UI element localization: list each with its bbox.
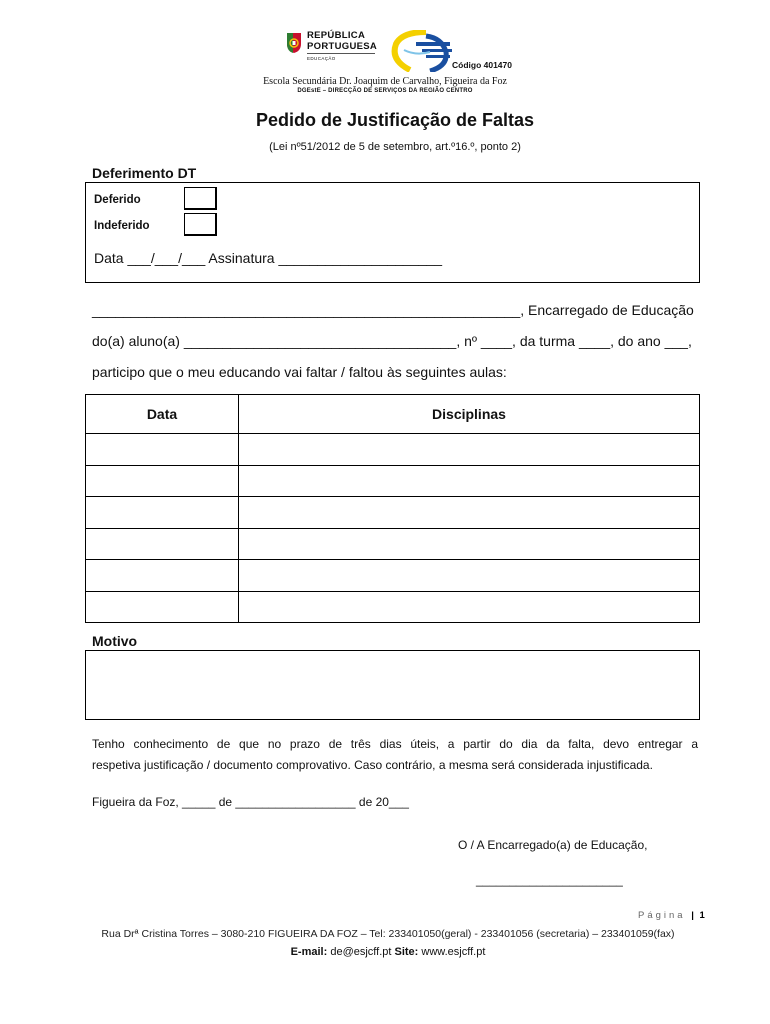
page-number <box>638 910 705 921</box>
data-cell[interactable] <box>86 434 239 466</box>
aluno-line[interactable]: do(a) aluno(a) ___________________________________, nº ____, da turma ____, do ano ___, <box>92 333 692 349</box>
disciplina-cell[interactable] <box>239 465 700 497</box>
disciplina-cell[interactable] <box>239 528 700 560</box>
conhecimento-line2: respetiva justificação / documento comprovativo. Caso contrário, a mesma será considerada injustificada. <box>92 758 653 772</box>
school-logo-icon <box>386 30 454 72</box>
email-label: E-mail: <box>290 946 328 958</box>
pagina-sep: | <box>691 910 694 921</box>
site-label: Site: <box>394 946 419 958</box>
table-row <box>86 434 700 466</box>
indeferido-label: Indeferido <box>94 220 150 232</box>
data-cell[interactable] <box>86 497 239 529</box>
page-subtitle: (Lei nº51/2012 de 5 de setembro, art.º16.º, ponto 2) <box>269 141 521 153</box>
motivo-heading: Motivo <box>92 633 138 649</box>
portuguesa-text: PORTUGUESA <box>307 41 378 52</box>
data-cell[interactable] <box>86 591 239 623</box>
aulas-table <box>85 394 700 623</box>
assinatura-label: O / A Encarregado(a) de Educação, <box>458 838 648 852</box>
republica-portuguesa-logo <box>286 30 378 64</box>
disciplina-cell[interactable] <box>239 591 700 623</box>
pagina-label: Página <box>638 910 686 921</box>
page-title: Pedido de Justificação de Faltas <box>255 110 535 130</box>
conhecimento-line1: Tenho conhecimento de que no prazo de três dias úteis, a partir do dia da falta, devo entregar a <box>92 737 698 751</box>
data-cell[interactable] <box>86 560 239 592</box>
motivo-box[interactable] <box>85 650 700 720</box>
table-row <box>86 560 700 592</box>
codigo-escola: Código 401470 <box>452 60 512 70</box>
footer-address: Rua Drª Cristina Torres – 3080-210 FIGUEIRA DA FOZ – Tel: 233401050(geral) - 233401056 (secretaria) – 233401059(fax) <box>101 928 675 940</box>
email-link[interactable]: de@esjcff.pt <box>330 946 392 958</box>
educacao-text: EDUCAÇÃO <box>307 56 336 61</box>
dgeste-label: DGEstE – DIRECÇÃO DE SERVIÇOS DA REGIÃO CENTRO <box>297 88 473 94</box>
disciplina-cell[interactable] <box>239 560 700 592</box>
data-cell[interactable] <box>86 465 239 497</box>
disciplina-cell[interactable] <box>239 497 700 529</box>
school-name: Escola Secundária Dr. Joaquim de Carvalho, Figueira da Foz <box>263 76 507 87</box>
deferido-label: Deferido <box>94 194 141 206</box>
pagina-num: 1 <box>699 910 705 921</box>
deferido-checkbox[interactable] <box>184 187 217 210</box>
deferimento-box <box>85 182 700 283</box>
data-assinatura-line[interactable]: Data ___/___/___ Assinatura _____________________ <box>94 250 442 266</box>
table-header-row <box>86 395 700 434</box>
disciplina-cell[interactable] <box>239 434 700 466</box>
data-cell[interactable] <box>86 528 239 560</box>
site-link[interactable]: www.esjcff.pt <box>421 946 486 958</box>
table-row <box>86 497 700 529</box>
table-row <box>86 591 700 623</box>
table-row <box>86 465 700 497</box>
encarregado-line[interactable]: _______________________________________________________, Encarregado de Educação <box>92 302 694 318</box>
col-data-header: Data <box>86 395 239 434</box>
local-data-line[interactable]: Figueira da Foz, _____ de __________________ de 20___ <box>92 795 409 809</box>
logo-divider <box>307 53 375 54</box>
republica-text: REPÚBLICA <box>307 30 366 41</box>
assinatura-line[interactable]: ______________________ <box>476 873 623 887</box>
participo-line: participo que o meu educando vai faltar / faltou às seguintes aulas: <box>92 364 507 380</box>
footer-contacts <box>0 946 770 958</box>
deferimento-heading: Deferimento DT <box>92 165 197 181</box>
table-row <box>86 528 700 560</box>
col-disciplinas-header: Disciplinas <box>239 395 700 434</box>
indeferido-checkbox[interactable] <box>184 213 217 236</box>
shield-icon <box>286 32 302 54</box>
